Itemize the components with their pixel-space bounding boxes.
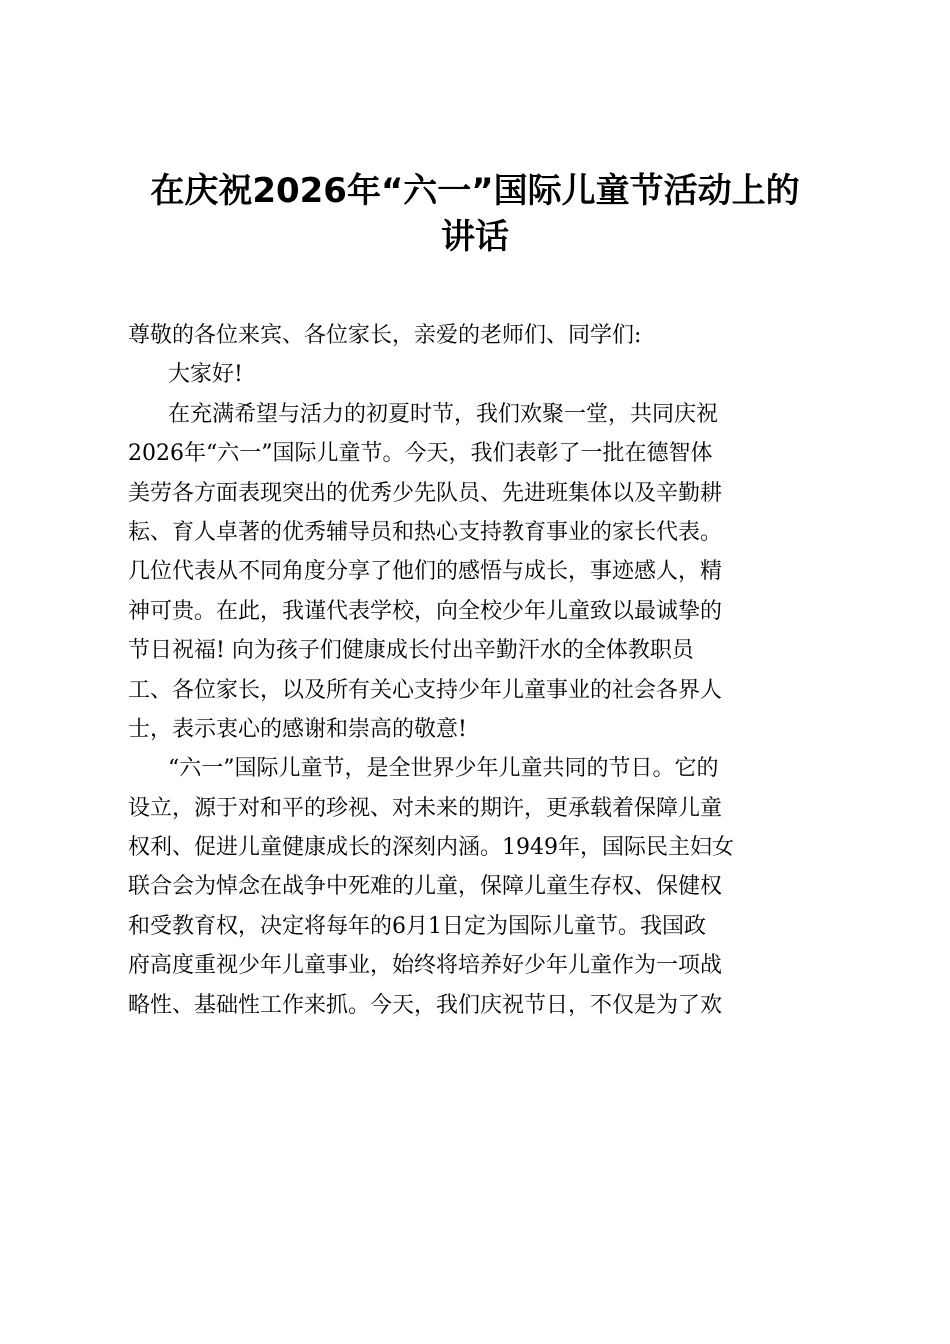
- paragraph-line: 和受教育权，决定将每年的6月1日定为国际儿童节。我国政: [128, 913, 706, 939]
- salutation: 尊敬的各位来宾、各位家长，亲爱的老师们、同学们:: [128, 323, 642, 348]
- paragraph-line: 工、各位家长，以及所有关心支持少年儿童事业的社会各界人: [128, 677, 723, 703]
- paragraph-line: 设立，源于对和平的珍视、对未来的期许，更承载着保障儿童: [128, 795, 723, 821]
- paragraph-line: 2026年“六一”国际儿童节。今天，我们表彰了一批在德智体: [128, 441, 713, 467]
- paragraph-line: 几位代表从不同角度分享了他们的感悟与成长，事迹感人，精: [128, 559, 723, 585]
- title-line-2: 讲话: [441, 217, 509, 257]
- document-body: [128, 316, 828, 1025]
- paragraph-line: 节日祝福! 向为孩子们健康成长付出辛勤汗水的全体教职员: [128, 638, 694, 664]
- paragraph-line: 略性、基础性工作来抓。今天，我们庆祝节日，不仅是为了欢: [128, 992, 723, 1018]
- title-line-1: 在庆祝2026年“六一”国际儿童节活动上的: [150, 171, 800, 211]
- paragraph-line: 耘、育人卓著的优秀辅导员和热心支持教育事业的家长代表。: [128, 519, 723, 545]
- paragraph-line: “六一”国际儿童节，是全世界少年儿童共同的节日。它的: [168, 756, 719, 782]
- paragraph-line: 美劳各方面表现突出的优秀少先队员、先进班集体以及辛勤耕: [128, 480, 723, 506]
- paragraph-line: 权利、促进儿童健康成长的深刻内涵。1949年，国际民主妇女: [128, 835, 734, 861]
- paragraph-line: 府高度重视少年儿童事业，始终将培养好少年儿童作为一项战: [128, 953, 723, 979]
- paragraph-line: 在充满希望与活力的初夏时节，我们欢聚一堂，共同庆祝: [168, 401, 719, 427]
- greeting: 大家好!: [168, 362, 243, 388]
- paragraph-line: 士，表示衷心的感谢和崇高的敬意!: [128, 716, 467, 742]
- paragraph-line: 神可贵。在此，我谨代表学校，向全校少年儿童致以最诚挚的: [128, 598, 723, 624]
- paragraph-1: [128, 395, 828, 750]
- paragraph-line: 联合会为悼念在战争中死难的儿童，保障儿童生存权、保健权: [128, 874, 723, 900]
- paragraph-2: [128, 749, 828, 1025]
- document-title: [120, 168, 830, 260]
